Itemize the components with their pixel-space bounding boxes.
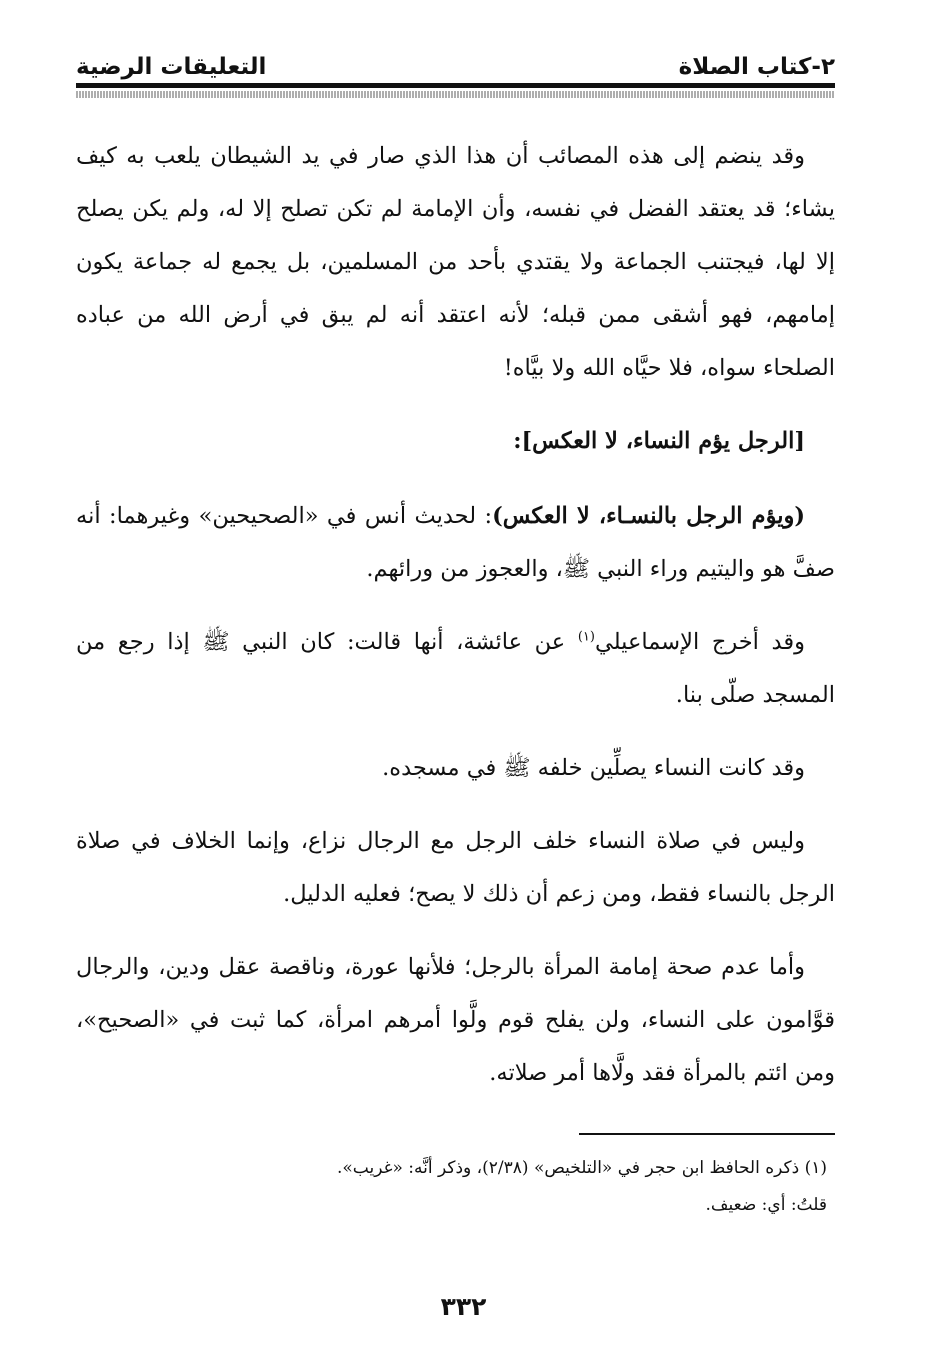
matn-quote: (ويؤم الرجل بالنسـاء، لا العكس) [492,503,805,529]
paragraph-4: وقد كانت النساء يصلِّين خلفه ﷺ في مسجده. [382,755,805,781]
paragraph-3-start: وقد أخرج الإسماعيلي [594,629,805,655]
footnote-comment: قلتُ: أي: ضعيف. [705,1195,827,1215]
footnotes [76,1150,835,1224]
paragraph-5: وليس في صلاة النساء خلف الرجل مع الرجال نزاع، وإنما الخلاف في صلاة الرجل بالنساء فقط، ومن زعم أن ذلك لا يصح؛ فعليه الدليل. [76,828,835,907]
paragraph-3-rest: عن عائشة، أنها قالت: كان النبي ﷺ إذا رجع من المسجد صلّى بنا. [76,629,835,708]
paragraph-3 [76,616,835,722]
paragraph-2-rest: : لحديث أنس في «الصحيحين» وغيرهما: أنه صفَّ هو واليتيم وراء النبي ﷺ، والعجوز من ورائهم. [76,503,835,582]
header-rule-dotted [76,91,835,98]
paragraph-6: وأما عدم صحة إمامة المرأة بالرجل؛ فلأنها عورة، وناقصة عقل ودين، والرجال قوَّامون على النساء، ولن يفلح قوم ولَّوا أمرهم امرأة، كما ثبت في «الصحيح»، ومن ائتم بالمرأة فقد ولَّاها أمر صلاته. [76,954,835,1086]
section-heading: [الرجل يؤم النساء، لا العكس]: [513,428,805,454]
footnote-separator [579,1133,835,1135]
footnote-1: (١) ذكره الحافظ ابن حجر في «التلخيص» (٢/٣٨)، وذكر أنَّه: «غريب». [337,1158,827,1178]
main-text [76,130,835,1120]
running-header [76,46,835,80]
header-rule-thick [76,83,835,88]
paragraph-1: وقد ينضم إلى هذه المصائب أن هذا الذي صار في يد الشيطان يلعب به كيف يشاء؛ قد يعتقد الفضل في نفسه، وأن الإمامة لم تكن تصلح إلا له، ولم يكن يصلح إلا لها، فيجتنب الجماعة ولا يقتدي بأحد من المسلمين، بل يجمع له جماعة يكون إمامهم، فهو أشقى ممن قبله؛ لأنه اعتقد أنه لم يبق في أرض الله من عباده الصلحاء سواه، فلا حيَّاه الله ولا بيَّاه! [76,143,835,381]
chapter-title: ٢-كتاب الصلاة [678,54,835,80]
paragraph-2 [76,490,835,596]
page-number: ٣٣٢ [440,1292,487,1321]
book-title: التعليقات الرضية [76,54,267,80]
footnote-marker: (١) [577,629,595,645]
